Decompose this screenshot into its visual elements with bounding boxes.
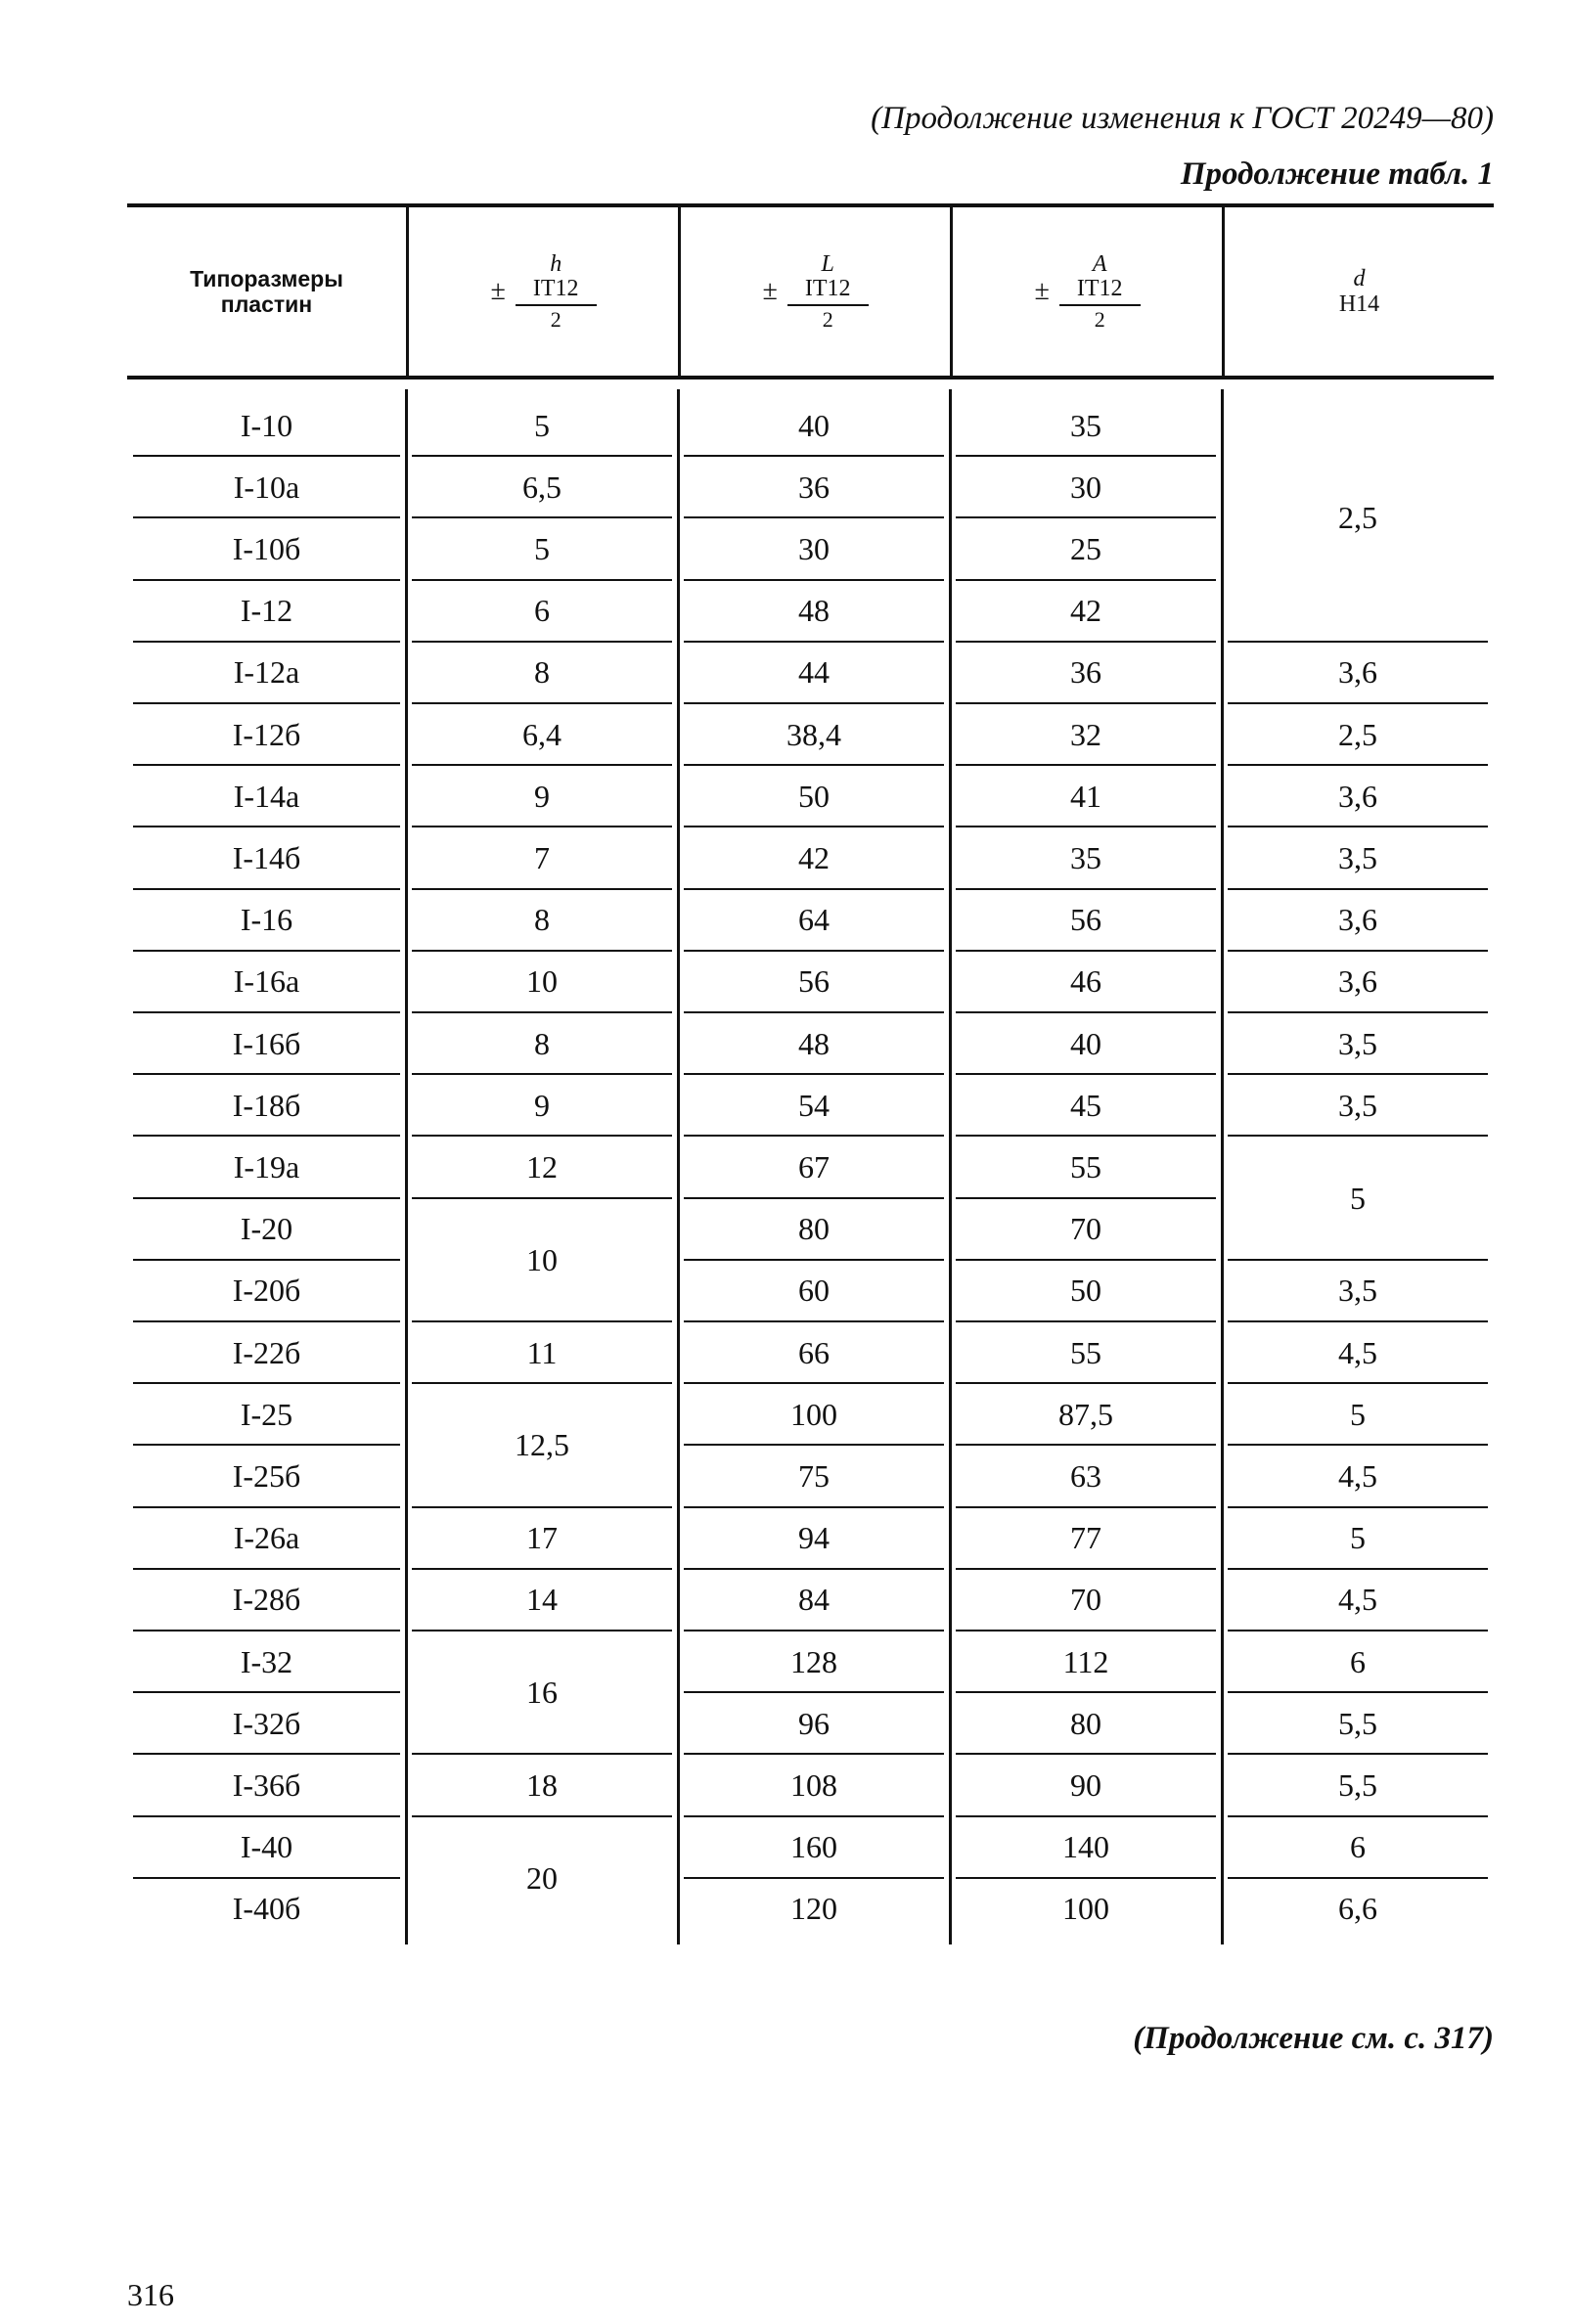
row-separator <box>412 1197 672 1199</box>
row-separator <box>684 1506 944 1508</box>
row-separator <box>684 1073 944 1075</box>
row-separator <box>684 764 944 766</box>
header-L-den: 2 <box>822 306 833 332</box>
header-h-num: IT12 <box>516 277 597 305</box>
cell-A: 42 <box>1070 593 1101 629</box>
header-h-sign: ± <box>490 276 506 306</box>
cell-d: 5,5 <box>1338 1705 1377 1741</box>
row-separator <box>412 1382 672 1384</box>
row-separator <box>133 516 400 518</box>
cell-plate-size: I-10б <box>232 531 301 566</box>
row-separator <box>1228 1568 1488 1570</box>
header-L <box>678 207 950 376</box>
row-separator <box>1228 641 1488 643</box>
cell-d: 4,5 <box>1338 1334 1377 1370</box>
row-separator <box>133 1877 400 1879</box>
cell-d: 2,5 <box>1338 500 1377 536</box>
row-separator <box>133 1197 400 1199</box>
cell-d: 2,5 <box>1338 716 1377 752</box>
table-header-rule <box>127 376 1494 380</box>
row-separator <box>1228 1259 1488 1261</box>
row-separator <box>956 1815 1216 1817</box>
cell-d: 3,6 <box>1338 902 1377 938</box>
row-separator <box>133 1691 400 1693</box>
cell-A: 100 <box>1062 1891 1109 1927</box>
row-separator <box>412 702 672 704</box>
row-separator <box>684 1135 944 1137</box>
cell-h: 10 <box>526 1241 558 1277</box>
row-separator <box>956 1073 1216 1075</box>
row-separator <box>412 1568 672 1570</box>
cell-d: 3,6 <box>1338 963 1377 1000</box>
cell-L: 56 <box>798 963 830 1000</box>
row-separator <box>412 888 672 890</box>
cell-d: 3,5 <box>1338 1273 1377 1309</box>
cell-A: 55 <box>1070 1334 1101 1370</box>
cell-L: 120 <box>790 1891 837 1927</box>
row-separator <box>133 1011 400 1013</box>
row-separator <box>133 1135 400 1137</box>
row-separator <box>684 579 944 581</box>
header-h <box>406 207 678 376</box>
cell-A: 45 <box>1070 1087 1101 1123</box>
row-separator <box>412 1630 672 1631</box>
cell-d: 3,5 <box>1338 1025 1377 1061</box>
row-separator <box>412 1135 672 1137</box>
cell-d: 4,5 <box>1338 1458 1377 1494</box>
row-separator <box>1228 1691 1488 1693</box>
header-plate-size <box>127 207 406 376</box>
row-separator <box>412 1753 672 1755</box>
header-d <box>1222 207 1494 376</box>
header-A-num: IT12 <box>1059 277 1141 305</box>
cell-L: 128 <box>790 1643 837 1679</box>
row-separator <box>412 1320 672 1322</box>
row-separator <box>133 826 400 827</box>
row-separator <box>956 641 1216 643</box>
cell-A: 70 <box>1070 1211 1101 1247</box>
table-header <box>127 207 1494 376</box>
row-separator <box>956 950 1216 952</box>
row-separator <box>684 1630 944 1631</box>
cell-plate-size: I-26а <box>233 1520 300 1556</box>
cell-plate-size: I-12 <box>240 593 293 629</box>
row-separator <box>133 1630 400 1631</box>
cell-d: 6 <box>1350 1643 1366 1679</box>
header-d-var: d <box>1353 265 1366 291</box>
cell-h: 16 <box>526 1675 558 1711</box>
header-A-den: 2 <box>1094 306 1105 332</box>
cell-d: 5 <box>1350 1396 1366 1432</box>
row-separator <box>1228 950 1488 952</box>
header-h-var: h <box>550 251 562 278</box>
cell-L: 94 <box>798 1520 830 1556</box>
cell-A: 40 <box>1070 1025 1101 1061</box>
cell-A: 56 <box>1070 902 1101 938</box>
row-separator <box>684 1691 944 1693</box>
row-separator <box>956 1444 1216 1446</box>
cell-h: 6,5 <box>522 469 561 505</box>
row-separator <box>956 455 1216 457</box>
cell-plate-size: I-16б <box>232 1025 301 1061</box>
row-separator <box>684 1568 944 1570</box>
row-separator <box>1228 1877 1488 1879</box>
row-separator <box>1228 1073 1488 1075</box>
row-separator <box>133 1320 400 1322</box>
cell-h: 11 <box>526 1334 558 1370</box>
cell-h: 17 <box>526 1520 558 1556</box>
page-number: 316 <box>127 2277 174 2312</box>
cell-A: 30 <box>1070 469 1101 505</box>
cell-h: 7 <box>534 840 550 875</box>
row-separator <box>412 1011 672 1013</box>
row-separator <box>684 1877 944 1879</box>
cell-L: 160 <box>790 1829 837 1865</box>
row-separator <box>133 950 400 952</box>
cell-d: 6 <box>1350 1829 1366 1865</box>
cell-d: 6,6 <box>1338 1891 1377 1927</box>
row-separator <box>412 455 672 457</box>
cell-h: 6 <box>534 593 550 629</box>
cell-plate-size: I-32б <box>232 1705 301 1741</box>
cell-h: 8 <box>534 902 550 938</box>
plate-sizes-table <box>127 203 1494 1958</box>
cell-L: 38,4 <box>786 716 841 752</box>
row-separator <box>684 1815 944 1817</box>
row-separator <box>956 1135 1216 1137</box>
row-separator <box>684 950 944 952</box>
cell-A: 35 <box>1070 407 1101 443</box>
row-separator <box>956 1691 1216 1693</box>
row-separator <box>684 1320 944 1322</box>
cell-A: 46 <box>1070 963 1101 1000</box>
cell-L: 67 <box>798 1149 830 1184</box>
header-L-var: L <box>821 251 834 278</box>
row-separator <box>684 455 944 457</box>
cell-L: 50 <box>798 778 830 814</box>
cell-h: 5 <box>534 531 550 566</box>
continuation-footer: (Продолжение см. с. 317) <box>1133 2021 1494 2056</box>
cell-plate-size: I-22б <box>232 1334 301 1370</box>
row-separator <box>684 1382 944 1384</box>
cell-A: 87,5 <box>1058 1396 1113 1432</box>
row-separator <box>133 1568 400 1570</box>
row-separator <box>684 1011 944 1013</box>
row-separator <box>412 950 672 952</box>
row-separator <box>684 888 944 890</box>
row-separator <box>684 1197 944 1199</box>
row-separator <box>956 516 1216 518</box>
row-separator <box>1228 764 1488 766</box>
row-separator <box>956 1568 1216 1570</box>
row-separator <box>1228 1753 1488 1755</box>
cell-d: 5 <box>1350 1520 1366 1556</box>
row-separator <box>956 1382 1216 1384</box>
cell-plate-size: I-14а <box>233 778 300 814</box>
cell-h: 12 <box>526 1149 558 1184</box>
cell-A: 70 <box>1070 1582 1101 1618</box>
row-separator <box>956 1011 1216 1013</box>
row-separator <box>412 641 672 643</box>
cell-plate-size: I-40б <box>232 1891 301 1927</box>
continuation-note: (Продолжение изменения к ГОСТ 20249—80) <box>871 101 1494 136</box>
cell-h: 14 <box>526 1582 558 1618</box>
cell-h: 6,4 <box>522 716 561 752</box>
row-separator <box>133 579 400 581</box>
cell-L: 80 <box>798 1211 830 1247</box>
table-body <box>127 383 1494 1958</box>
row-separator <box>133 888 400 890</box>
row-separator <box>684 702 944 704</box>
cell-d: 5,5 <box>1338 1767 1377 1803</box>
row-separator <box>956 888 1216 890</box>
header-L-num: IT12 <box>787 277 869 305</box>
cell-L: 54 <box>798 1087 830 1123</box>
row-separator <box>1228 1011 1488 1013</box>
row-separator <box>133 1506 400 1508</box>
row-separator <box>1228 1320 1488 1322</box>
cell-plate-size: I-25б <box>232 1458 301 1494</box>
cell-A: 32 <box>1070 716 1101 752</box>
row-separator <box>956 1259 1216 1261</box>
cell-plate-size: I-18б <box>232 1087 301 1123</box>
cell-plate-size: I-19а <box>233 1149 300 1184</box>
cell-L: 36 <box>798 469 830 505</box>
cell-L: 66 <box>798 1334 830 1370</box>
cell-A: 36 <box>1070 654 1101 691</box>
cell-plate-size: I-16 <box>240 902 293 938</box>
row-separator <box>956 826 1216 827</box>
cell-L: 44 <box>798 654 830 691</box>
row-separator <box>956 1320 1216 1322</box>
row-separator <box>412 1073 672 1075</box>
row-separator <box>684 1444 944 1446</box>
cell-A: 77 <box>1070 1520 1101 1556</box>
row-separator <box>684 1259 944 1261</box>
header-A-sign: ± <box>1034 276 1050 306</box>
row-separator <box>1228 702 1488 704</box>
cell-d: 3,5 <box>1338 840 1377 875</box>
row-separator <box>412 516 672 518</box>
row-separator <box>133 455 400 457</box>
row-separator <box>412 764 672 766</box>
cell-L: 30 <box>798 531 830 566</box>
header-L-sign: ± <box>762 276 778 306</box>
cell-h: 12,5 <box>515 1427 569 1463</box>
cell-L: 42 <box>798 840 830 875</box>
cell-L: 64 <box>798 902 830 938</box>
cell-h: 9 <box>534 1087 550 1123</box>
cell-L: 75 <box>798 1458 830 1494</box>
cell-h: 5 <box>534 407 550 443</box>
cell-L: 84 <box>798 1582 830 1618</box>
row-separator <box>1228 1630 1488 1631</box>
cell-plate-size: I-10 <box>240 407 293 443</box>
row-separator <box>1228 1135 1488 1137</box>
cell-plate-size: I-12а <box>233 654 300 691</box>
row-separator <box>133 702 400 704</box>
cell-A: 80 <box>1070 1705 1101 1741</box>
row-separator <box>133 1073 400 1075</box>
cell-plate-size: I-14б <box>232 840 301 875</box>
header-h-den: 2 <box>550 306 561 332</box>
row-separator <box>1228 1444 1488 1446</box>
row-separator <box>133 764 400 766</box>
header-A <box>950 207 1222 376</box>
cell-L: 60 <box>798 1273 830 1309</box>
cell-plate-size: I-28б <box>232 1582 301 1618</box>
cell-plate-size: I-20 <box>240 1211 293 1247</box>
cell-plate-size: I-32 <box>240 1643 293 1679</box>
cell-d: 5 <box>1350 1180 1366 1216</box>
row-separator <box>684 1753 944 1755</box>
row-separator <box>412 1506 672 1508</box>
row-separator <box>412 826 672 827</box>
cell-A: 90 <box>1070 1767 1101 1803</box>
row-separator <box>133 641 400 643</box>
cell-A: 35 <box>1070 840 1101 875</box>
row-separator <box>956 1877 1216 1879</box>
cell-h: 8 <box>534 1025 550 1061</box>
cell-A: 112 <box>1062 1643 1109 1679</box>
row-separator <box>133 1444 400 1446</box>
cell-d: 3,6 <box>1338 654 1377 691</box>
cell-L: 100 <box>790 1396 837 1432</box>
row-separator <box>684 641 944 643</box>
row-separator <box>412 579 672 581</box>
row-separator <box>684 516 944 518</box>
row-separator <box>956 1506 1216 1508</box>
header-A-var: A <box>1092 251 1107 278</box>
cell-h: 20 <box>526 1859 558 1896</box>
cell-A: 55 <box>1070 1149 1101 1184</box>
row-separator <box>956 1197 1216 1199</box>
row-separator <box>1228 1815 1488 1817</box>
cell-L: 108 <box>790 1767 837 1803</box>
cell-h: 18 <box>526 1767 558 1803</box>
cell-L: 40 <box>798 407 830 443</box>
cell-h: 8 <box>534 654 550 691</box>
row-separator <box>1228 888 1488 890</box>
header-d-tol: H14 <box>1338 291 1380 317</box>
row-separator <box>956 1630 1216 1631</box>
cell-plate-size: I-10а <box>233 469 300 505</box>
cell-L: 48 <box>798 1025 830 1061</box>
cell-d: 4,5 <box>1338 1582 1377 1618</box>
cell-plate-size: I-40 <box>240 1829 293 1865</box>
row-separator <box>133 1815 400 1817</box>
cell-A: 50 <box>1070 1273 1101 1309</box>
row-separator <box>133 1753 400 1755</box>
row-separator <box>684 826 944 827</box>
cell-L: 48 <box>798 593 830 629</box>
row-separator <box>133 1382 400 1384</box>
table-continuation-label: Продолжение табл. 1 <box>1180 156 1494 192</box>
row-separator <box>1228 826 1488 827</box>
header-plate-size-label: Типоразмеры пластин <box>190 265 343 317</box>
row-separator <box>956 1753 1216 1755</box>
row-separator <box>1228 1506 1488 1508</box>
cell-plate-size: I-25 <box>240 1396 293 1432</box>
cell-d: 3,6 <box>1338 778 1377 814</box>
cell-d: 3,5 <box>1338 1087 1377 1123</box>
cell-A: 41 <box>1070 778 1101 814</box>
row-separator <box>133 1259 400 1261</box>
row-separator <box>412 1815 672 1817</box>
cell-h: 9 <box>534 778 550 814</box>
row-separator <box>1228 1382 1488 1384</box>
cell-plate-size: I-36б <box>232 1767 301 1803</box>
row-separator <box>956 764 1216 766</box>
cell-plate-size: I-16а <box>233 963 300 1000</box>
row-separator <box>956 579 1216 581</box>
cell-L: 96 <box>798 1705 830 1741</box>
cell-A: 63 <box>1070 1458 1101 1494</box>
cell-A: 140 <box>1062 1829 1109 1865</box>
cell-A: 25 <box>1070 531 1101 566</box>
cell-plate-size: I-12б <box>232 716 301 752</box>
cell-h: 10 <box>526 963 558 1000</box>
row-separator <box>956 702 1216 704</box>
cell-plate-size: I-20б <box>232 1273 301 1309</box>
